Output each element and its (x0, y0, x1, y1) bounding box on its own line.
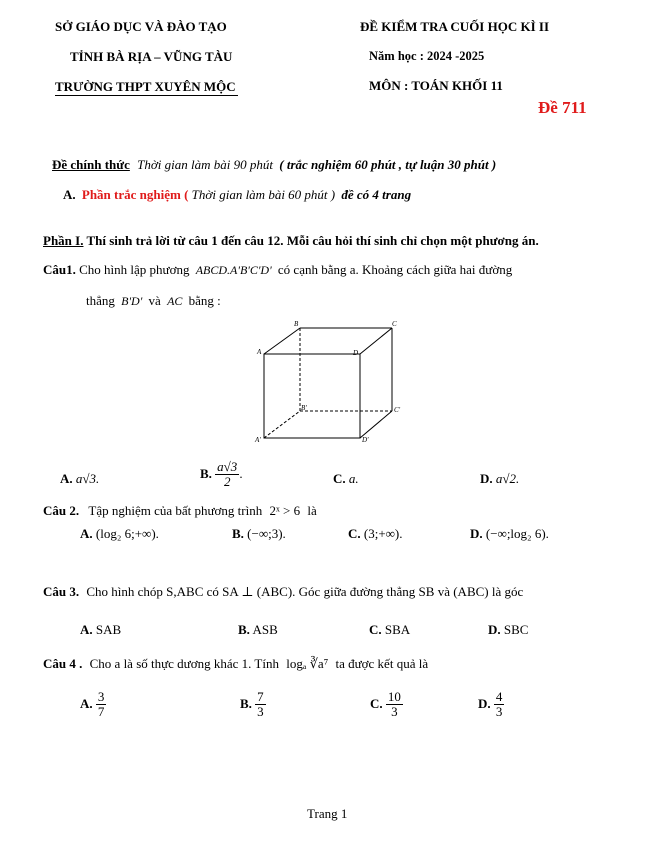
q4-line (43, 656, 428, 672)
q2-line (43, 503, 317, 519)
q3-label: Câu 3. (43, 584, 80, 599)
q3-text: Cho hình chóp S,ABC có SA ⊥ (ABC). Góc giữa đường thẳng SB và (ABC) là góc (86, 584, 524, 599)
q1-option-b[interactable] (200, 460, 243, 488)
q1-line2-c: bằng : (188, 293, 221, 308)
school-underline (55, 95, 238, 96)
q4-label: Câu 4 . (43, 656, 83, 671)
label-b: B (294, 320, 299, 328)
q4-opt-a-label: A. (80, 696, 93, 712)
part1-line (43, 233, 539, 249)
q4-option-d[interactable] (478, 690, 504, 718)
part-a-line (63, 187, 411, 203)
q4-text: Cho a là số thực dương khác 1. Tính (89, 656, 279, 671)
time-text: Thời gian làm bài 90 phút (137, 157, 273, 172)
q1-option-a[interactable] (60, 471, 99, 487)
label-a-prime: A' (255, 436, 261, 444)
q4-opt-c-fraction (386, 690, 403, 718)
q3-option-c[interactable] (369, 622, 410, 638)
header-province: TỈNH BÀ RỊA – VŨNG TÀU (70, 49, 233, 64)
q3-option-d[interactable] (488, 622, 528, 638)
part-a-time: Thời gian làm bài 60 phút ) (191, 187, 336, 202)
q4-opt-a-num: 3 (97, 689, 105, 704)
q4-opt-b-num: 7 (257, 689, 264, 704)
q1-opt-b-den: 2 (223, 473, 231, 489)
part1-label: Phần I. (43, 233, 84, 248)
q1-text-b: có cạnh bằng a. Khoảng cách giữa hai đường (277, 262, 513, 277)
q2-opt-d-label: D. (470, 526, 483, 541)
official-label: Đề chính thức (52, 157, 130, 172)
cube-figure (252, 318, 412, 446)
page-number: Trang 1 (307, 806, 348, 821)
q1-text-a: Cho hình lập phương (79, 262, 190, 277)
q1-opt-c-value: a. (348, 471, 359, 486)
label-d: D (353, 349, 359, 357)
q1-line2-b: và (148, 293, 161, 308)
q1-opt-d-value: a√2. (495, 471, 520, 486)
label-c-prime: C' (394, 406, 401, 414)
part1-instruction: Thí sinh trả lời từ câu 1 đến câu 12. Mỗi câu hỏi thí sinh chỉ chọn một phương án. (86, 233, 539, 248)
q4-opt-b-fraction (255, 690, 266, 718)
q4-opt-c-num: 10 (387, 689, 401, 704)
q1-line1 (43, 262, 512, 278)
q1-line-ac: AC (167, 294, 183, 308)
q4-opt-a-fraction (96, 690, 107, 718)
q2-option-c[interactable] (348, 526, 403, 542)
q4-option-a[interactable] (80, 690, 106, 718)
q3-line (43, 584, 523, 600)
q1-line2-a: thẳng (86, 293, 115, 308)
q1-line2 (86, 293, 221, 309)
q1-option-c[interactable] (333, 471, 359, 487)
q1-opt-d-label: D. (480, 471, 493, 486)
q3-opt-c-label: C. (369, 622, 382, 637)
edge-dc (360, 328, 392, 354)
label-d-prime: D' (362, 436, 369, 444)
q2-option-b[interactable] (232, 526, 286, 542)
q1-opt-a-value: a√3. (75, 471, 100, 486)
header-school: TRƯỜNG THPT XUYÊN MỘC (55, 79, 236, 94)
header-subject: MÔN : TOÁN KHỐI 11 (369, 78, 503, 93)
q4-opt-c-label: C. (370, 696, 383, 712)
front-face (264, 354, 360, 438)
q4-opt-d-fraction (494, 690, 505, 718)
q1-opt-b-fraction (215, 460, 239, 488)
q2-inequality: 2ˣ > 6 (269, 503, 301, 518)
q4-opt-a-den: 7 (97, 703, 105, 719)
q4-option-c[interactable] (370, 690, 403, 718)
edge-ab (264, 328, 300, 354)
q1-opt-c-label: C. (333, 471, 346, 486)
q3-opt-b-value: ASB (252, 622, 278, 637)
q3-opt-d-value: SBC (503, 622, 529, 637)
exam-code: Đề 711 (538, 98, 587, 117)
header-exam-title: ĐỀ KIỂM TRA CUỐI HỌC KÌ II (360, 19, 550, 34)
q3-opt-b-label: B. (238, 622, 250, 637)
q4-option-b[interactable] (240, 690, 266, 718)
q2-opt-d-value: (−∞;log₂ 6). (485, 526, 549, 541)
q2-option-a[interactable] (80, 526, 159, 542)
q4-opt-c-den: 3 (391, 703, 398, 719)
q2-opt-b-label: B. (232, 526, 244, 541)
q3-opt-a-value: SAB (95, 622, 122, 637)
q1-opt-b-dot: . (239, 466, 243, 482)
q2-label: Câu 2. (43, 503, 80, 518)
q1-option-d[interactable] (480, 471, 519, 487)
q4-opt-d-den: 3 (495, 703, 503, 719)
part-a-prefix: A. (63, 187, 76, 202)
q3-opt-c-value: SBA (384, 622, 411, 637)
part-a-label: Phần trắc nghiệm ( (81, 187, 189, 202)
q2-opt-c-label: C. (348, 526, 361, 541)
q4-opt-b-label: B. (240, 696, 252, 712)
q2-text: Tập nghiệm của bất phương trình (88, 503, 263, 518)
q1-label: Câu1. (43, 262, 76, 277)
q2-opt-b-value: (−∞;3). (247, 526, 286, 541)
q1-opt-a-label: A. (60, 471, 73, 486)
q1-cube-name: ABCD.A'B'C'D' (195, 263, 272, 277)
q4-opt-b-den: 3 (257, 703, 264, 719)
q3-option-a[interactable] (80, 622, 121, 638)
q2-option-d[interactable] (470, 526, 549, 542)
label-c: C (392, 320, 397, 328)
header-department: SỞ GIÁO DỤC VÀ ĐÀO TẠO (55, 19, 227, 34)
part-a-pages: đề có 4 trang (341, 187, 412, 202)
q4-opt-d-num: 4 (495, 689, 503, 704)
time-detail: ( trắc nghiệm 60 phút , tự luận 30 phút ) (279, 157, 497, 172)
label-b-prime: B' (301, 404, 307, 412)
header-school-year: Năm học : 2024 -2025 (369, 49, 485, 63)
q3-opt-a-label: A. (80, 622, 93, 637)
edge-a2b2 (264, 411, 300, 438)
q2-tail: là (307, 503, 317, 518)
q3-option-b[interactable] (238, 622, 278, 638)
q3-opt-d-label: D. (488, 622, 501, 637)
q4-tail: ta được kết quả là (335, 656, 429, 671)
q2-opt-a-value: (log₂ 6;+∞). (95, 526, 159, 541)
q4-opt-d-label: D. (478, 696, 491, 712)
q4-expression: logₐ ∛a⁷ (286, 656, 329, 671)
q1-line-bd: B'D' (121, 294, 143, 308)
q1-opt-b-label: B. (200, 466, 212, 482)
intro-line (52, 157, 496, 173)
q1-opt-b-num: a√3 (217, 459, 238, 474)
label-a: A (257, 348, 262, 356)
edge-d2c2 (360, 411, 392, 438)
q2-opt-a-label: A. (80, 526, 93, 541)
q2-opt-c-value: (3;+∞). (363, 526, 403, 541)
